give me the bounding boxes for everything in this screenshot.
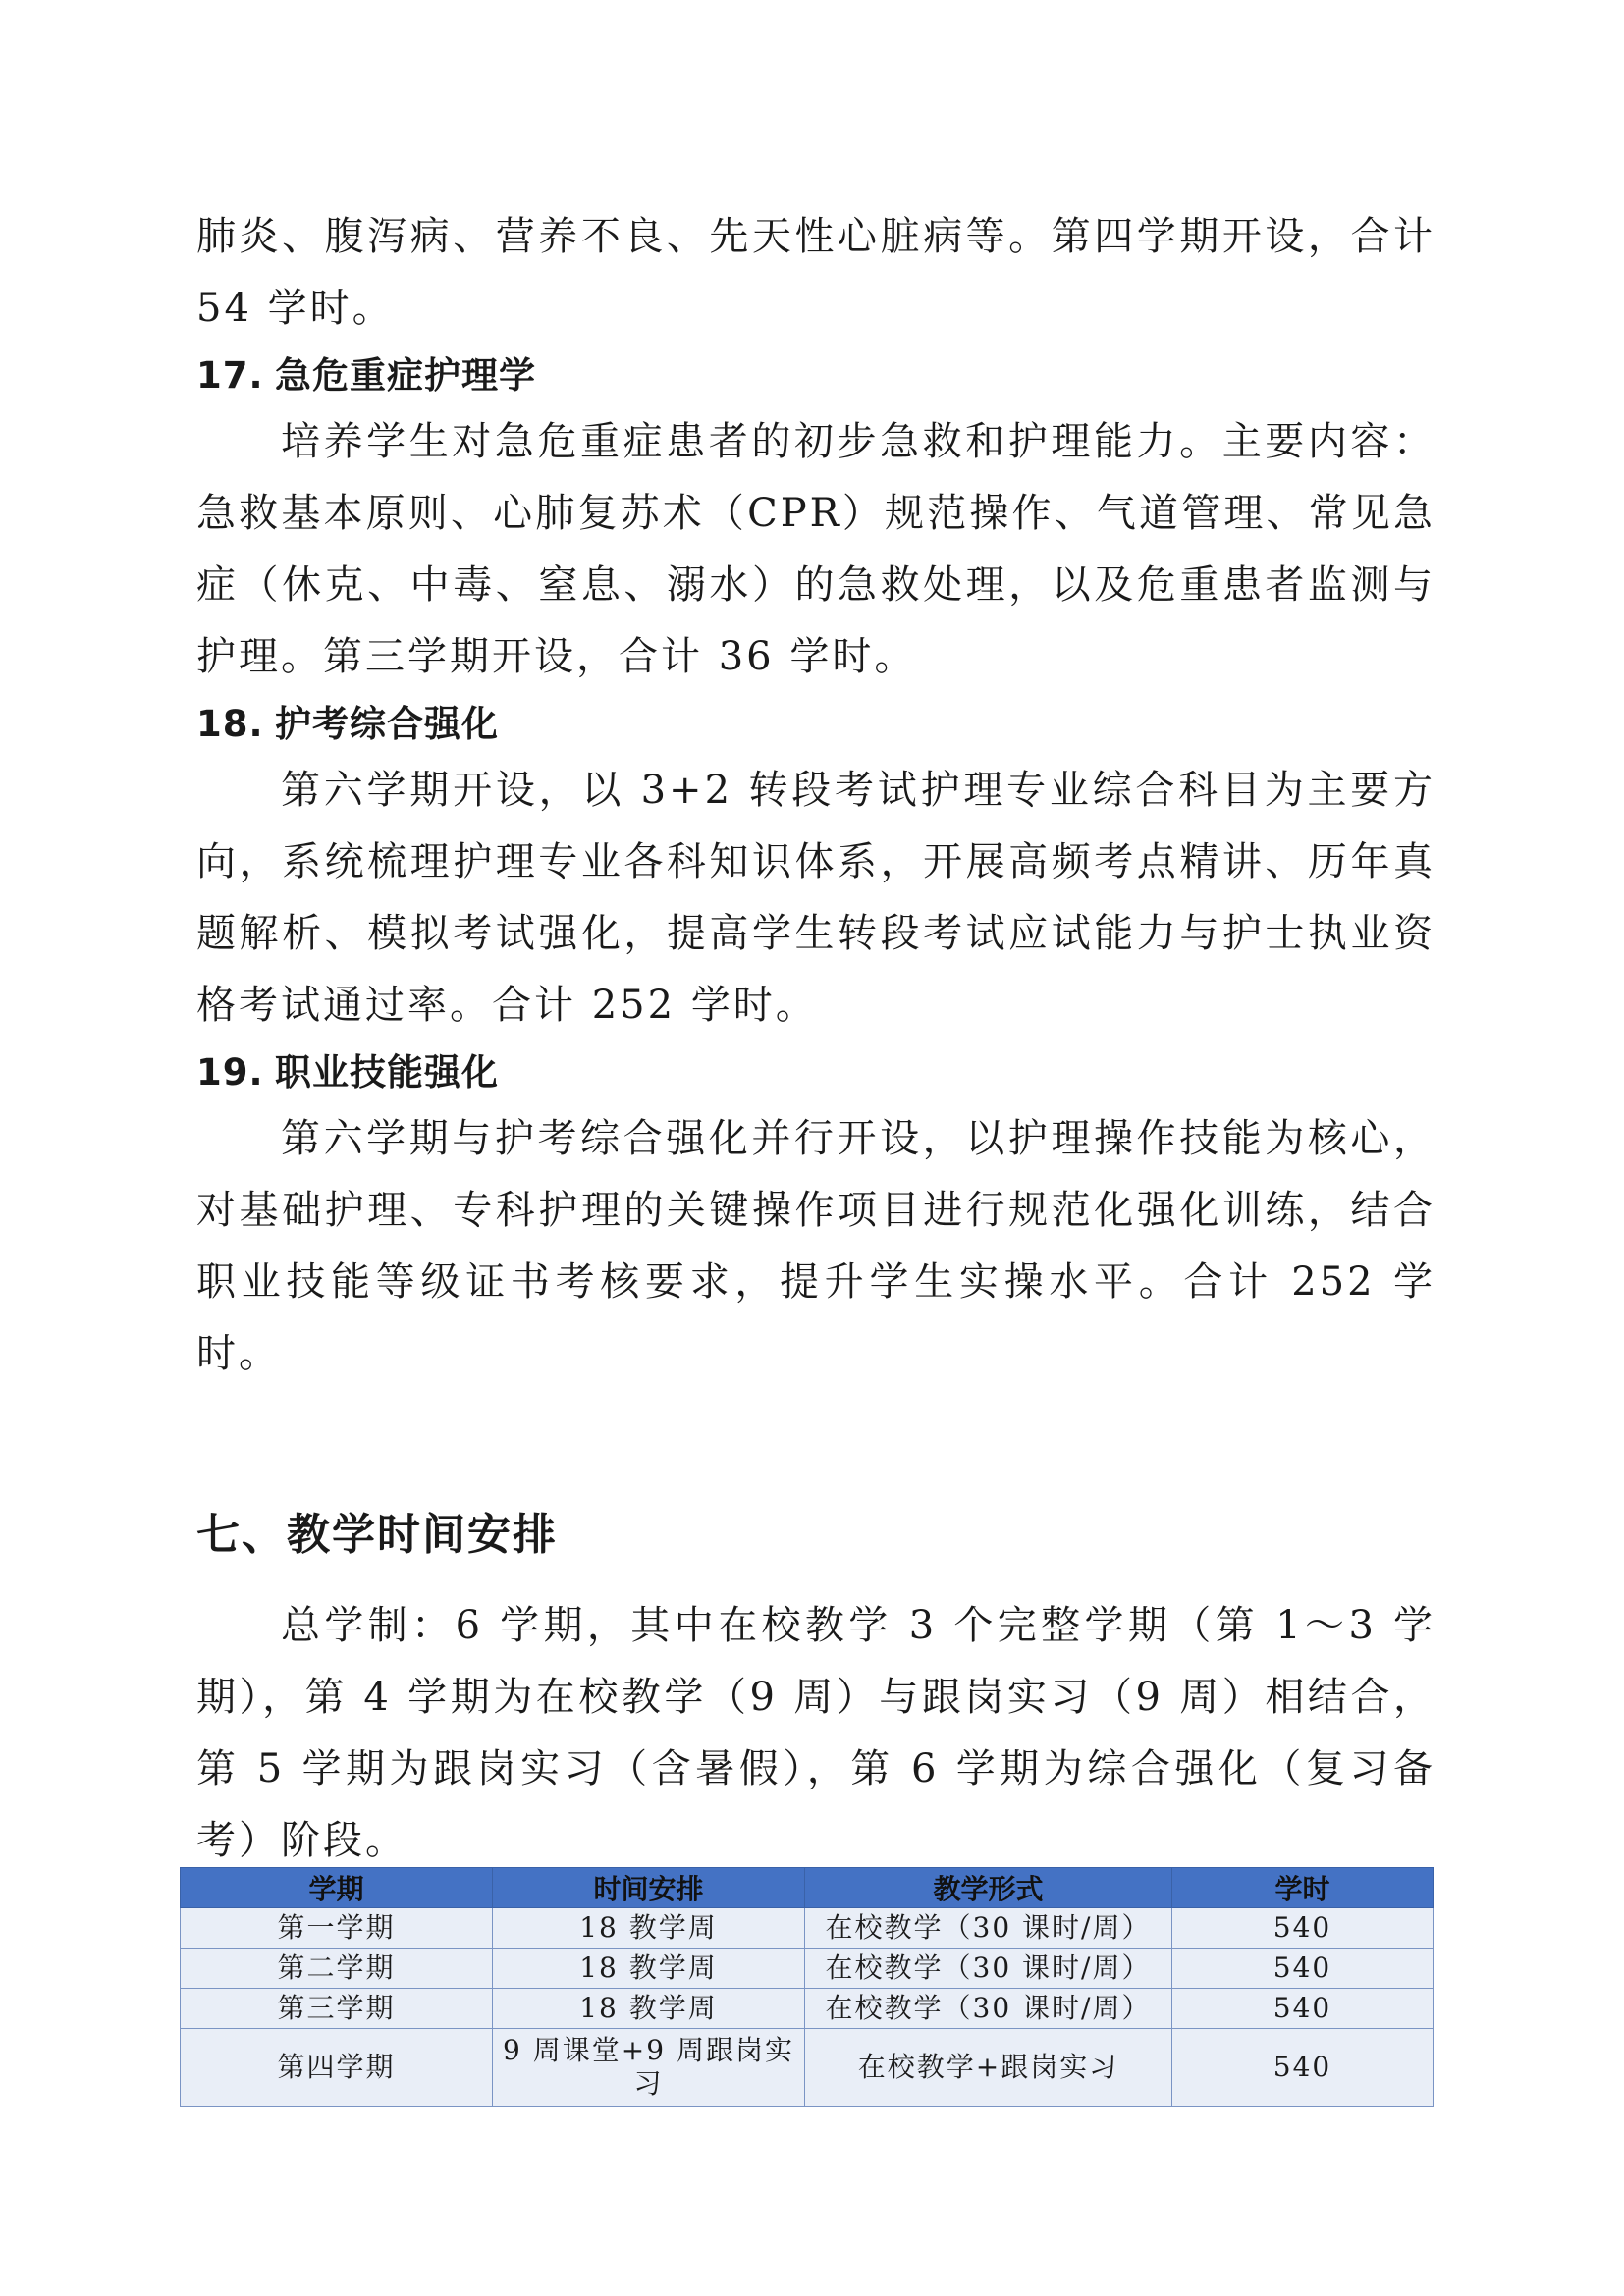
cell-time: 9 周课堂+9 周跟岗实习 bbox=[493, 2029, 805, 2107]
item-17-title: 急危重症护理学 bbox=[275, 354, 536, 397]
table-header-row bbox=[181, 1868, 1434, 1908]
item-19-title: 职业技能强化 bbox=[275, 1051, 499, 1094]
cell-semester: 第四学期 bbox=[181, 2029, 493, 2107]
table-row bbox=[181, 1949, 1434, 1989]
document-content bbox=[196, 201, 1435, 1877]
header-time: 时间安排 bbox=[493, 1868, 805, 1908]
item-17-heading bbox=[196, 345, 1435, 406]
cell-hours: 540 bbox=[1172, 2029, 1434, 2107]
table-row bbox=[181, 1908, 1434, 1949]
section-title: 七、教学时间安排 bbox=[196, 1510, 558, 1560]
cell-hours: 540 bbox=[1172, 1949, 1434, 1989]
cell-form: 在校教学（30 课时/周） bbox=[805, 1989, 1172, 2029]
item-17-paragraph: 培养学生对急危重症患者的初步急救和护理能力。主要内容：急救基本原则、心肺复苏术（CPR）规范操作、气道管理、常见急症（休克、中毒、窒息、溺水）的急救处理，以及危重患者监测与护理。第三学期开设，合计 36 学时。 bbox=[196, 419, 1435, 679]
cell-time: 18 教学周 bbox=[493, 1908, 805, 1949]
item-19-heading bbox=[196, 1041, 1435, 1103]
table-row bbox=[181, 2029, 1434, 2107]
item-17-number: 17. bbox=[196, 354, 264, 397]
item-18-heading bbox=[196, 693, 1435, 755]
cell-form: 在校教学（30 课时/周） bbox=[805, 1949, 1172, 1989]
header-hours: 学时 bbox=[1172, 1868, 1434, 1908]
item-19-number: 19. bbox=[196, 1051, 264, 1094]
table-row bbox=[181, 1989, 1434, 2029]
item-18-number: 18. bbox=[196, 703, 264, 745]
item-19-paragraph: 第六学期与护考综合强化并行开设，以护理操作技能为核心，对基础护理、专科护理的关键操作项目进行规范化强化训练，结合职业技能等级证书考核要求，提升学生实操水平。合计 252 学时。 bbox=[196, 1116, 1435, 1376]
cell-hours: 540 bbox=[1172, 1908, 1434, 1949]
section-paragraph: 总学制：6 学期，其中在校教学 3 个完整学期（第 1～3 学期），第 4 学期为在校教学（9 周）与跟岗实习（9 周）相结合，第 5 学期为跟岗实习（含暑假），第 6 学期为综合强化（复习备考）阶段。 bbox=[196, 1603, 1435, 1863]
cell-hours: 540 bbox=[1172, 1989, 1434, 2029]
header-form: 教学形式 bbox=[805, 1868, 1172, 1908]
cell-semester: 第二学期 bbox=[181, 1949, 493, 1989]
header-semester: 学期 bbox=[181, 1868, 493, 1908]
item-18-title: 护考综合强化 bbox=[275, 703, 499, 745]
item-18-paragraph: 第六学期开设，以 3+2 转段考试护理专业综合科目为主要方向，系统梳理护理专业各科知识体系，开展高频考点精讲、历年真题解析、模拟考试强化，提高学生转段考试应试能力与护士执业资格考试通过率。合计 252 学时。 bbox=[196, 768, 1435, 1028]
cell-semester: 第三学期 bbox=[181, 1989, 493, 2029]
cell-semester: 第一学期 bbox=[181, 1908, 493, 1949]
cell-time: 18 教学周 bbox=[493, 1949, 805, 1989]
intro-paragraph: 肺炎、腹泻病、营养不良、先天性心脏病等。第四学期开设，合计 54 学时。 bbox=[196, 214, 1435, 331]
schedule-table bbox=[180, 1867, 1434, 2107]
cell-form: 在校教学+跟岗实习 bbox=[805, 2029, 1172, 2107]
cell-time: 18 教学周 bbox=[493, 1989, 805, 2029]
cell-form: 在校教学（30 课时/周） bbox=[805, 1908, 1172, 1949]
